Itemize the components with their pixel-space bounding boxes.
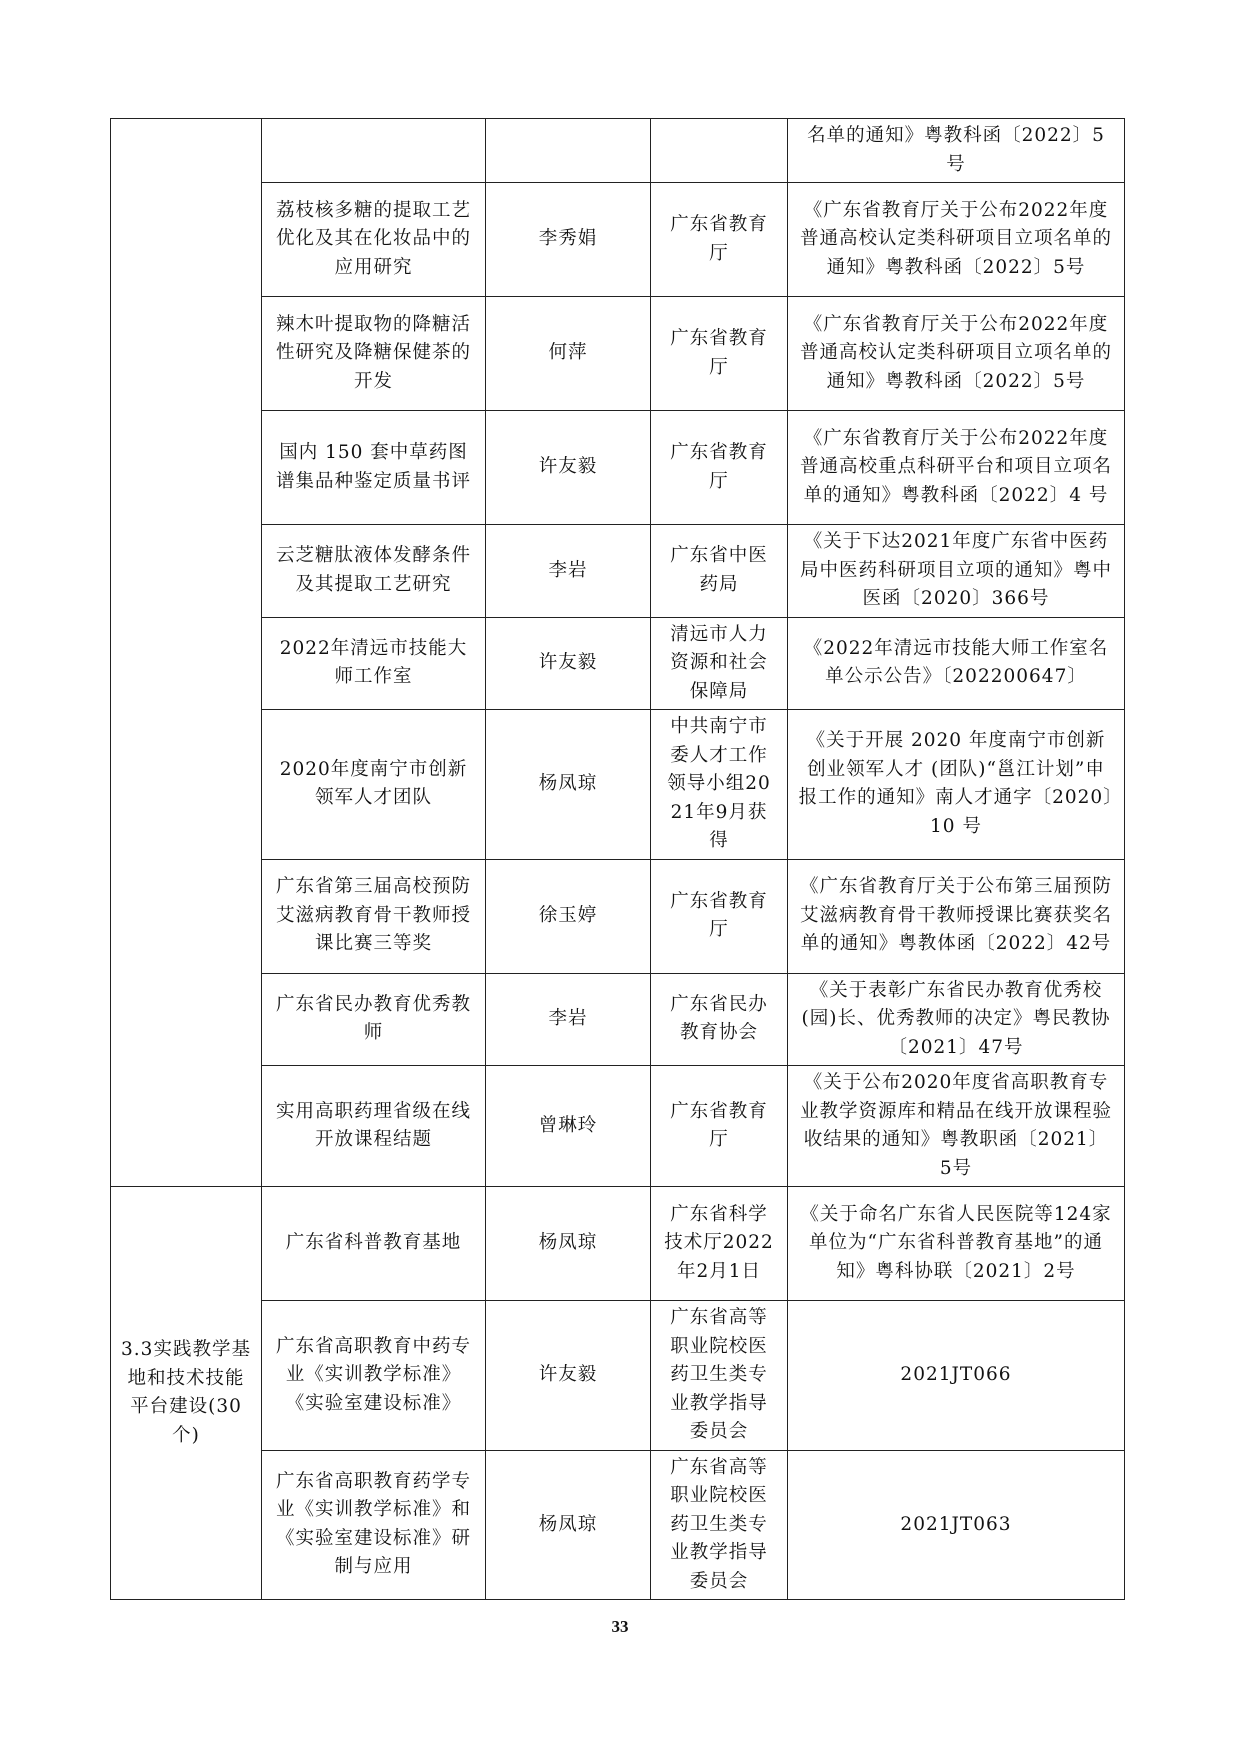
unit-cell: 中共南宁市委人才工作领导小组2021年9月获得 <box>651 710 788 860</box>
table-row <box>111 525 1125 618</box>
table-row <box>111 710 1125 860</box>
person-cell <box>486 119 651 183</box>
person-cell: 许友毅 <box>486 1301 651 1451</box>
table-row <box>111 973 1125 1066</box>
unit-cell: 广东省教育厅 <box>651 297 788 411</box>
project-name-cell: 广东省第三届高校预防艾滋病教育骨干教师授课比赛三等奖 <box>262 859 486 973</box>
document-cell: 《2022年清远市技能大师工作室名单公示公告》〔202200647〕 <box>788 617 1125 710</box>
project-name-cell: 云芝糖肽液体发酵条件及其提取工艺研究 <box>262 525 486 618</box>
unit-cell: 广东省科学技术厅2022年2月1日 <box>651 1187 788 1301</box>
project-name-cell: 荔枝核多糖的提取工艺优化及其在化妆品中的应用研究 <box>262 183 486 297</box>
document-cell: 2021JT063 <box>788 1450 1125 1600</box>
project-name-cell: 国内 150 套中草药图谱集品种鉴定质量书评 <box>262 411 486 525</box>
project-name-cell: 实用高职药理省级在线开放课程结题 <box>262 1066 486 1187</box>
page-number: 33 <box>611 1617 629 1636</box>
person-cell: 许友毅 <box>486 411 651 525</box>
table-row <box>111 859 1125 973</box>
table-row <box>111 1187 1125 1301</box>
unit-cell: 广东省高等职业院校医药卫生类专业教学指导委员会 <box>651 1450 788 1600</box>
person-cell: 李岩 <box>486 525 651 618</box>
project-name-cell: 辣木叶提取物的降糖活性研究及降糖保健茶的开发 <box>262 297 486 411</box>
unit-cell <box>651 119 788 183</box>
unit-cell: 广东省中医药局 <box>651 525 788 618</box>
category-cell-practice-base: 3.3实践教学基地和技术技能平台建设(30个) <box>111 1187 262 1600</box>
project-name-cell: 广东省高职教育药学专业《实训教学标准》和《实验室建设标准》研制与应用 <box>262 1450 486 1600</box>
projects-table <box>110 118 1125 1600</box>
unit-cell: 广东省教育厅 <box>651 859 788 973</box>
unit-cell: 广东省教育厅 <box>651 183 788 297</box>
person-cell: 何萍 <box>486 297 651 411</box>
document-cell: 《关于命名广东省人民医院等124家单位为“广东省科普教育基地”的通知》粤科协联〔2021〕2号 <box>788 1187 1125 1301</box>
document-cell: 《广东省教育厅关于公布2022年度普通高校重点科研平台和项目立项名单的通知》粤教科函〔2022〕4 号 <box>788 411 1125 525</box>
project-name-cell: 广东省高职教育中药专业《实训教学标准》《实验室建设标准》 <box>262 1301 486 1451</box>
project-name-cell: 广东省民办教育优秀教师 <box>262 973 486 1066</box>
table-row <box>111 119 1125 183</box>
person-cell: 李岩 <box>486 973 651 1066</box>
project-name-cell <box>262 119 486 183</box>
document-cell: 2021JT066 <box>788 1301 1125 1451</box>
table-row <box>111 297 1125 411</box>
person-cell: 许友毅 <box>486 617 651 710</box>
document-cell: 名单的通知》粤教科函〔2022〕5号 <box>788 119 1125 183</box>
document-cell: 《关于表彰广东省民办教育优秀校(园)长、优秀教师的决定》粤民教协〔2021〕47号 <box>788 973 1125 1066</box>
document-cell: 《关于下达2021年度广东省中医药局中医药科研项目立项的通知》粤中医函〔2020〕366号 <box>788 525 1125 618</box>
unit-cell: 广东省高等职业院校医药卫生类专业教学指导委员会 <box>651 1301 788 1451</box>
unit-cell: 广东省教育厅 <box>651 1066 788 1187</box>
document-cell: 《关于公布2020年度省高职教育专业教学资源库和精品在线开放课程验收结果的通知》粤教职函〔2021〕5号 <box>788 1066 1125 1187</box>
person-cell: 杨凤琼 <box>486 1450 651 1600</box>
table-row <box>111 1450 1125 1600</box>
category-cell-1 <box>111 119 262 1187</box>
project-name-cell: 2022年清远市技能大师工作室 <box>262 617 486 710</box>
document-cell: 《广东省教育厅关于公布2022年度普通高校认定类科研项目立项名单的通知》粤教科函〔2022〕5号 <box>788 297 1125 411</box>
table-row <box>111 1301 1125 1451</box>
project-name-cell: 2020年度南宁市创新领军人才团队 <box>262 710 486 860</box>
unit-cell: 清远市人力资源和社会保障局 <box>651 617 788 710</box>
table-row <box>111 1066 1125 1187</box>
document-cell: 《广东省教育厅关于公布第三届预防艾滋病教育骨干教师授课比赛获奖名单的通知》粤教体函〔2022〕42号 <box>788 859 1125 973</box>
person-cell: 杨凤琼 <box>486 1187 651 1301</box>
document-cell: 《关于开展 2020 年度南宁市创新创业领军人才 (团队)“邕江计划”申报工作的通知》南人才通字〔2020〕10 号 <box>788 710 1125 860</box>
table-row <box>111 183 1125 297</box>
unit-cell: 广东省民办教育协会 <box>651 973 788 1066</box>
person-cell: 杨凤琼 <box>486 710 651 860</box>
table-row <box>111 617 1125 710</box>
unit-cell: 广东省教育厅 <box>651 411 788 525</box>
person-cell: 徐玉婷 <box>486 859 651 973</box>
person-cell: 李秀娟 <box>486 183 651 297</box>
person-cell: 曾琳玲 <box>486 1066 651 1187</box>
project-name-cell: 广东省科普教育基地 <box>262 1187 486 1301</box>
table-row <box>111 411 1125 525</box>
document-cell: 《广东省教育厅关于公布2022年度普通高校认定类科研项目立项名单的通知》粤教科函〔2022〕5号 <box>788 183 1125 297</box>
